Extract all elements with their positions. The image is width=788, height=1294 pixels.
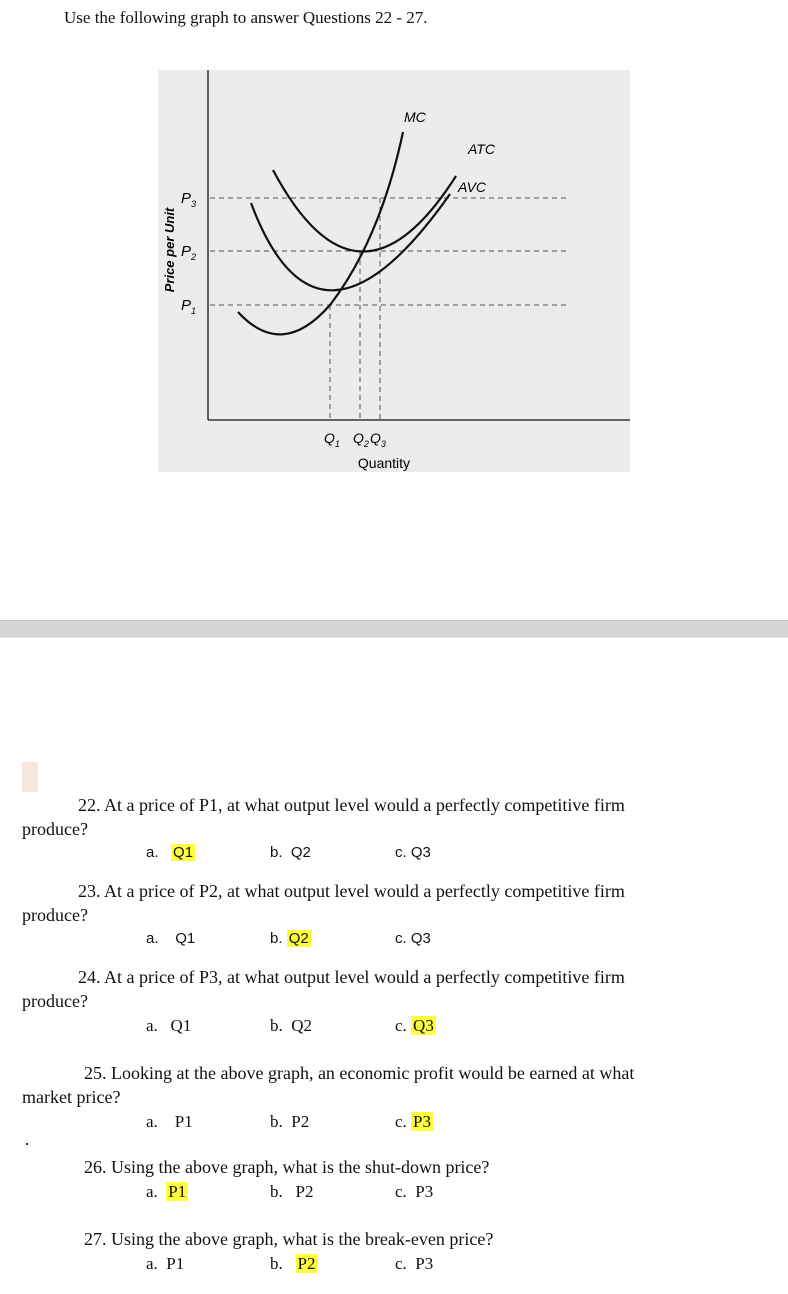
question-23-continued: produce? (22, 905, 88, 925)
q25-answer-highlight: P3 (413, 1112, 432, 1131)
question-25-continued: market price? (22, 1087, 121, 1107)
q1-label: $Q_1$ (324, 430, 340, 449)
graph-background (158, 70, 630, 472)
p2-label: $P_2$ (180, 243, 196, 262)
q2-label: $Q_2$ (353, 430, 369, 449)
mc-label: MC (404, 109, 426, 125)
q23-choice-c: c. Q3 (395, 930, 431, 947)
question-26: 26. Using the above graph, what is the shut-down price? (84, 1157, 490, 1177)
x-axis-title: Quantity (357, 455, 411, 471)
q22-choice-b: b. Q2 (270, 844, 311, 861)
question-23: 23. At a price of P2, at what output level would a perfectly competitive firm (78, 881, 625, 901)
q22-choice-c: c. Q3 (395, 844, 431, 861)
margin-marker (22, 762, 38, 792)
question-24: 24. At a price of P3, at what output level would a perfectly competitive firm (78, 967, 625, 987)
question-24-continued: produce? (22, 991, 88, 1011)
q23-choice-a: a. Q1 (146, 930, 196, 947)
q26-choice-b: b. P2 (270, 1182, 314, 1201)
q24-choice-c: c. Q3 (395, 1016, 434, 1035)
question-22: 22. At a price of P1, at what output level would a perfectly competitive firm (78, 795, 625, 815)
cost-curves-graph (158, 70, 630, 472)
q25-choice-c: c. P3 (395, 1112, 432, 1131)
q27-choice-b: b. P2 (270, 1254, 316, 1273)
stray-dot (26, 1143, 28, 1145)
q24-choice-b: b. Q2 (270, 1016, 313, 1035)
q27-choice-c: c. P3 (395, 1254, 434, 1273)
q23-answer-highlight: Q2 (288, 930, 309, 947)
q22-answer-highlight: Q1 (173, 844, 194, 861)
p1-label: $P_1$ (180, 297, 196, 316)
question-25: 25. Looking at the above graph, an economic profit would be earned at what (84, 1063, 635, 1083)
page-divider (0, 620, 788, 638)
q23-choice-b: b. Q2 (270, 930, 309, 947)
avc-label: AVC (458, 179, 487, 195)
q26-answer-highlight: P1 (168, 1182, 187, 1201)
q24-choice-a: a. Q1 (146, 1016, 192, 1035)
y-axis-title: Price per Unit (162, 207, 177, 293)
q27-choice-a: a. P1 (146, 1254, 185, 1273)
q3-label: $Q_3$ (370, 430, 386, 449)
instructions-header: Use the following graph to answer Questions 22 - 27. (64, 8, 428, 27)
p3-label: $P_3$ (180, 190, 196, 209)
question-22-continued: produce? (22, 819, 88, 839)
q26-choice-c: c. P3 (395, 1182, 434, 1201)
question-27: 27. Using the above graph, what is the break-even price? (84, 1229, 494, 1249)
q25-choice-a: a. P1 (146, 1112, 193, 1131)
q27-answer-highlight: P2 (297, 1254, 316, 1273)
q25-choice-b: b. P2 (270, 1112, 310, 1131)
atc-label: ATC (468, 141, 495, 157)
q22-choice-a: a. Q1 (146, 844, 194, 861)
q26-choice-a: a. P1 (146, 1182, 187, 1201)
q24-answer-highlight: Q3 (413, 1016, 434, 1035)
